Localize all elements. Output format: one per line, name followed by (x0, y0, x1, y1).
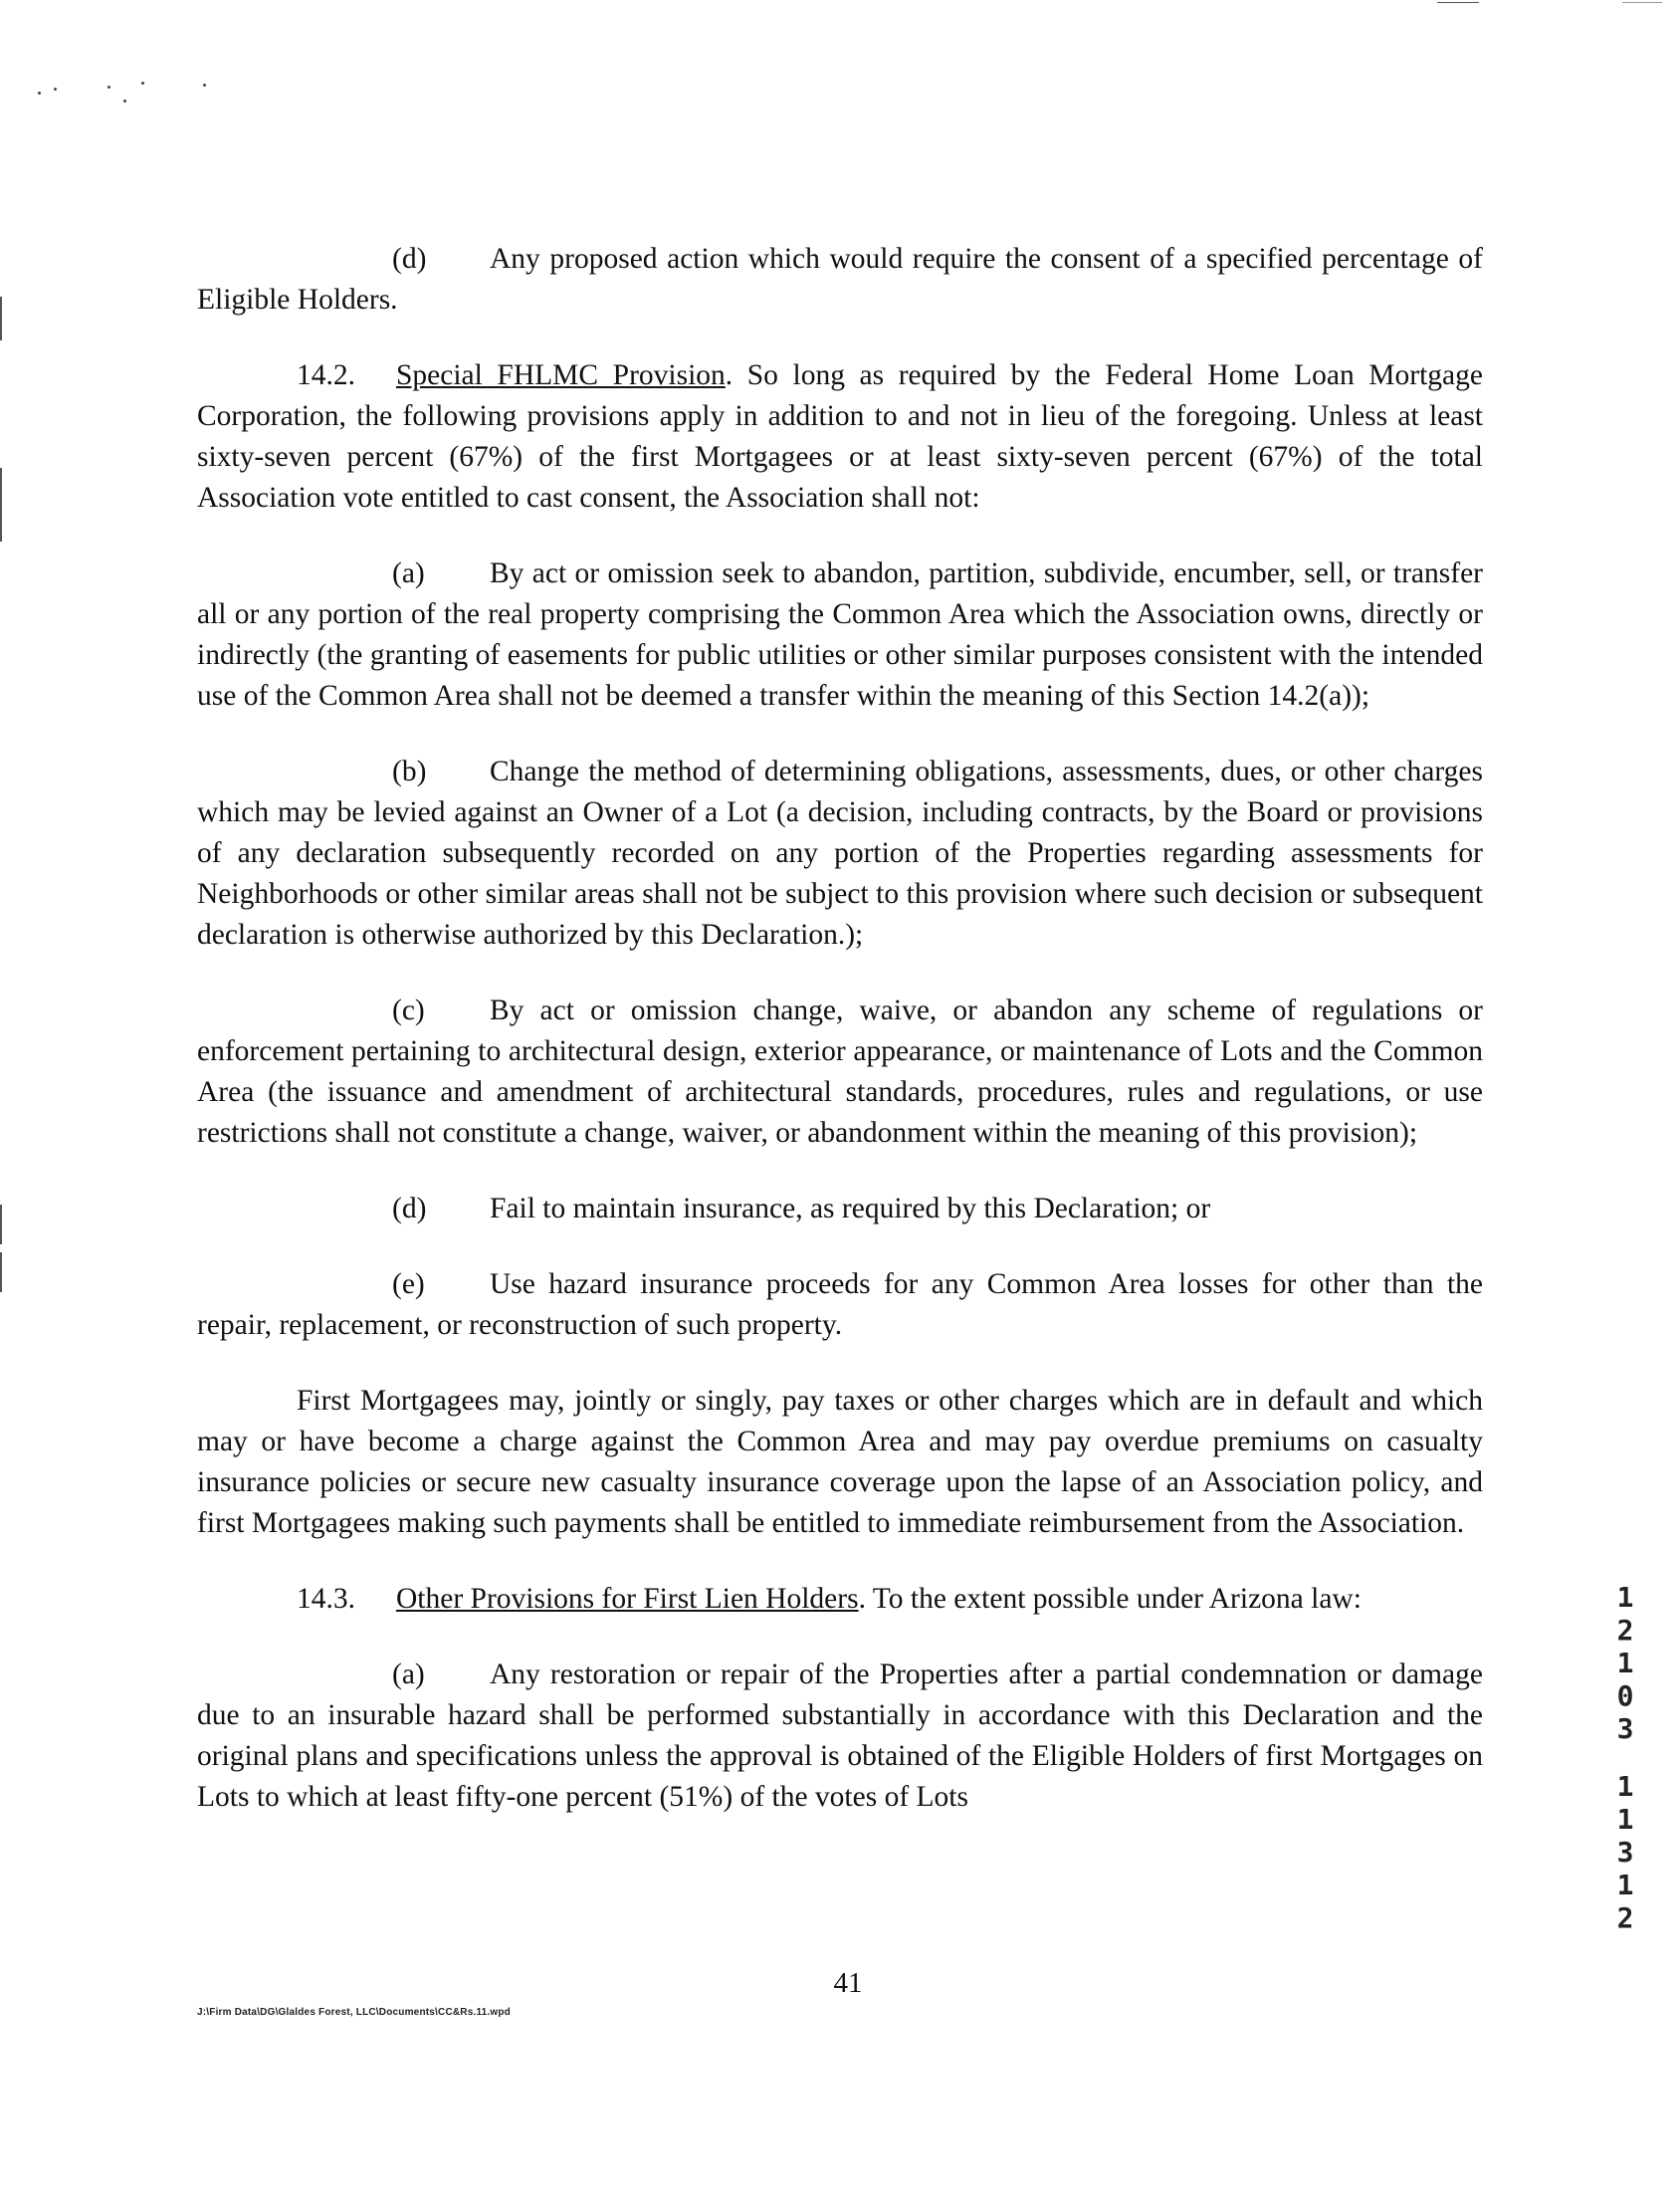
paragraph-14-3-a (197, 1655, 1483, 1818)
scan-speck (54, 88, 57, 91)
recording-stamp-lower (1610, 1770, 1640, 1934)
section-heading: Special FHLMC Provision (396, 359, 726, 391)
scan-edge-mark (1437, 2, 1479, 3)
scan-edge-mark (0, 297, 2, 340)
item-label: (a) (392, 1659, 425, 1690)
paragraph-14-2-b (197, 752, 1483, 956)
footer-file-path: J:\Firm Data\DG\Glaldes Forest, LLC\Documents\CC&Rs.11.wpd (197, 2007, 511, 2018)
section-number: 14.2. (297, 359, 355, 391)
paragraph-text: Fail to maintain insurance, as required by this Declaration; or (490, 1193, 1211, 1224)
paragraph-14-1-d (197, 239, 1483, 321)
scan-edge-mark (1622, 2, 1662, 3)
stamp-digit: 3 (1616, 1836, 1634, 1869)
scan-speck (141, 82, 144, 85)
paragraph-first-mortgagees (197, 1381, 1483, 1544)
section-14-2 (197, 355, 1483, 519)
paragraph-text: Any restoration or repair of the Properties after a partial condemnation or damage due to an insurable hazard shall be performed substantially in accordance with this Declaration and the original plans and specifications unless the approval is obtained of the Eligible Holders of first Mortgages on Lots to which at least fifty-one percent (51%) of the votes of Lots (197, 1659, 1483, 1813)
item-label: (b) (392, 756, 427, 787)
page-number: 41 (833, 1967, 863, 1999)
paragraph-14-2-c (197, 991, 1483, 1154)
stamp-digit: 1 (1616, 1581, 1634, 1614)
stamp-digit: 1 (1616, 1869, 1634, 1901)
paragraph-14-2-d (197, 1189, 1483, 1229)
stamp-digit: 1 (1616, 1647, 1634, 1679)
item-label: (c) (392, 995, 425, 1026)
stamp-digit: 1 (1616, 1803, 1634, 1836)
item-label: (a) (392, 557, 425, 589)
section-heading: Other Provisions for First Lien Holders (396, 1583, 859, 1615)
paragraph-14-2-e (197, 1264, 1483, 1346)
item-label: (e) (392, 1268, 425, 1300)
paragraph-text: First Mortgagees may, jointly or singly, pay taxes or other charges which are in default and which may or have become a charge against the Common Area and may pay overdue premiums on casualty insurance policies or secure new casualty insurance coverage upon the lapse of an Association policy, and first Mortgagees making such payments shall be entitled to immediate reimbursement from the Association. (197, 1385, 1483, 1539)
scan-speck (107, 86, 110, 89)
scan-edge-mark (0, 1252, 2, 1292)
scan-speck (203, 84, 206, 87)
paragraph-text: Use hazard insurance proceeds for any Common Area losses for other than the repair, replacement, or reconstruction of such property. (197, 1268, 1483, 1341)
section-number: 14.3. (297, 1583, 355, 1615)
section-14-3 (197, 1579, 1483, 1620)
paragraph-text: By act or omission seek to abandon, partition, subdivide, encumber, sell, or transfer all or any portion of the real property comprising the Common Area which the Association owns, directly or indirectly (the granting of easements for public utilities or other similar purposes consistent with the intended use of the Common Area shall not be deemed a transfer within the meaning of this Section 14.2(a)); (197, 557, 1483, 712)
paragraph-text: . So long as required by the Federal Home Loan Mortgage Corporation, the following provisions apply in addition to and not in lieu of the foregoing. Unless at least sixty-seven percent (67%) of the first Mortgagees or at least sixty-seven percent (67%) of the total Association vote entitled to cast consent, the Association shall not: (197, 359, 1483, 514)
stamp-digit: 2 (1616, 1901, 1634, 1934)
stamp-digit: 3 (1616, 1712, 1634, 1745)
paragraph-text: By act or omission change, waive, or abandon any scheme of regulations or enforcement pertaining to architectural design, exterior appearance, or maintenance of Lots and the Common Area (the issuance and amendment of architectural standards, procedures, rules and regulations, or use restrictions shall not constitute a change, waiver, or abandonment within the meaning of this provision); (197, 995, 1483, 1149)
document-body (197, 239, 1483, 1853)
stamp-digit: 0 (1616, 1679, 1634, 1712)
recording-stamp-upper (1610, 1581, 1640, 1745)
scan-speck (38, 92, 41, 95)
paragraph-14-2-a (197, 553, 1483, 717)
scan-edge-mark (0, 468, 2, 542)
scan-edge-mark (0, 1205, 2, 1244)
paragraph-text: Any proposed action which would require the consent of a specified percentage of Eligible Holders. (197, 243, 1483, 316)
item-label: (d) (392, 243, 427, 275)
stamp-digit: 2 (1616, 1614, 1634, 1647)
paragraph-text: Change the method of determining obligations, assessments, dues, or other charges which may be levied against an Owner of a Lot (a decision, including contracts, by the Board or provisions of any declaration subsequently recorded on any portion of the Properties regarding assessments for Neighborhoods or other similar areas shall not be subject to this provision where such decision or subsequent declaration is otherwise authorized by this Declaration.); (197, 756, 1483, 951)
stamp-digit: 1 (1616, 1770, 1634, 1803)
item-label: (d) (392, 1193, 427, 1224)
paragraph-text: . To the extent possible under Arizona law: (858, 1583, 1362, 1615)
scan-speck (123, 100, 126, 103)
